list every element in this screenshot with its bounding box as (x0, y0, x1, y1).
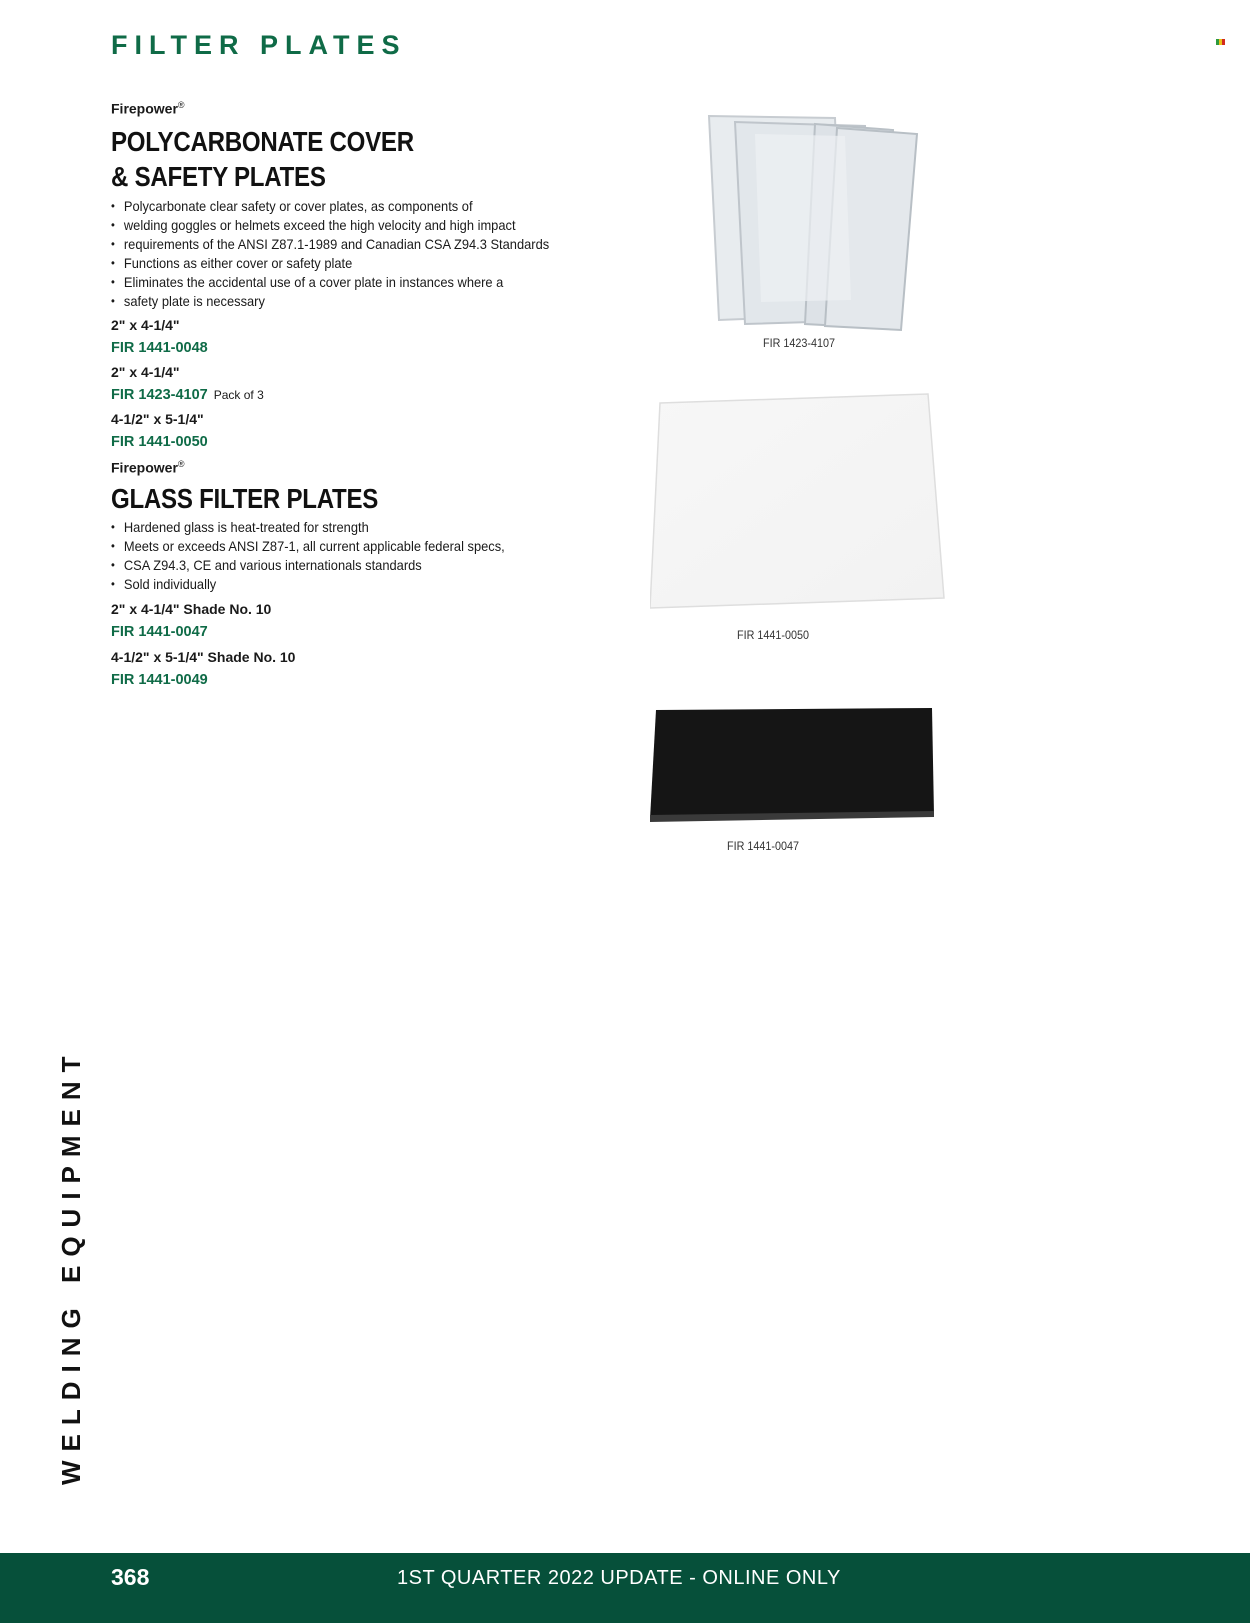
variant-sku: FIR 1441-0048 (111, 340, 208, 356)
variant-size: 4-1/2" x 5-1/4" Shade No. 10 (111, 649, 296, 665)
color-mark-icon (1216, 32, 1225, 38)
variant-size: 2" x 4-1/4" (111, 364, 180, 380)
clear-filter-plate-image (650, 390, 950, 610)
variant-sku: FIR 1441-0047 (111, 624, 208, 640)
brand-name (111, 459, 185, 476)
brand-text: Firepower (111, 100, 178, 117)
variant-size: 4-1/2" x 5-1/4" (111, 411, 204, 427)
variant-note: Pack of 3 (213, 388, 264, 402)
feature-item-continued: • welding goggles or helmets exceed the high velocity and high impact (111, 216, 571, 235)
footer-bar (0, 1553, 1250, 1623)
image-caption: FIR 1441-0050 (737, 628, 810, 642)
feature-item: • Polycarbonate clear safety or cover plates, as components of (111, 197, 571, 216)
footer-text: 1ST QUARTER 2022 UPDATE - ONLINE ONLY (397, 1567, 841, 1589)
polycarbonate-plates-image (695, 110, 925, 335)
registered-mark: ® (177, 459, 185, 469)
feature-list (111, 197, 611, 311)
page-number: 368 (111, 1564, 150, 1590)
variant-size: 2" x 4-1/4" Shade No. 10 (111, 601, 272, 617)
variant-size: 2" x 4-1/4" (111, 317, 180, 333)
feature-item-continued: • safety plate is necessary (111, 292, 571, 311)
variant-sku: FIR 1441-0049 (111, 672, 208, 688)
variant-sku (111, 387, 264, 403)
side-category-label: WELDING EQUIPMENT (56, 1047, 86, 1485)
feature-item: • Eliminates the accidental use of a cover plate in instances where a (111, 273, 571, 292)
product-title: POLYCARBONATE COVER (111, 126, 414, 157)
feature-item-continued: • requirements of the ANSI Z87.1-1989 and Canadian CSA Z94.3 Standards (111, 235, 571, 254)
feature-item: • Meets or exceeds ANSI Z87-1, all current applicable federal specs, (111, 537, 571, 556)
product-title: GLASS FILTER PLATES (111, 483, 379, 514)
image-caption: FIR 1423-4107 (763, 336, 836, 350)
feature-list (111, 518, 611, 594)
feature-item: • Hardened glass is heat-treated for strength (111, 518, 571, 537)
feature-item-continued: • CSA Z94.3, CE and various internationals standards (111, 556, 571, 575)
image-caption: FIR 1441-0047 (727, 839, 800, 853)
dark-shade-plate-image (648, 705, 938, 825)
variant-sku-code: FIR 1423-4107 (111, 387, 208, 403)
registered-mark: ® (177, 100, 185, 110)
brand-name (111, 100, 185, 117)
feature-item: • Functions as either cover or safety plate (111, 254, 571, 273)
product-title-line2: & SAFETY PLATES (111, 161, 326, 192)
variant-sku: FIR 1441-0050 (111, 434, 208, 450)
feature-item: • Sold individually (111, 575, 571, 594)
brand-text: Firepower (111, 459, 178, 476)
section-title: FILTER PLATES (111, 30, 407, 60)
